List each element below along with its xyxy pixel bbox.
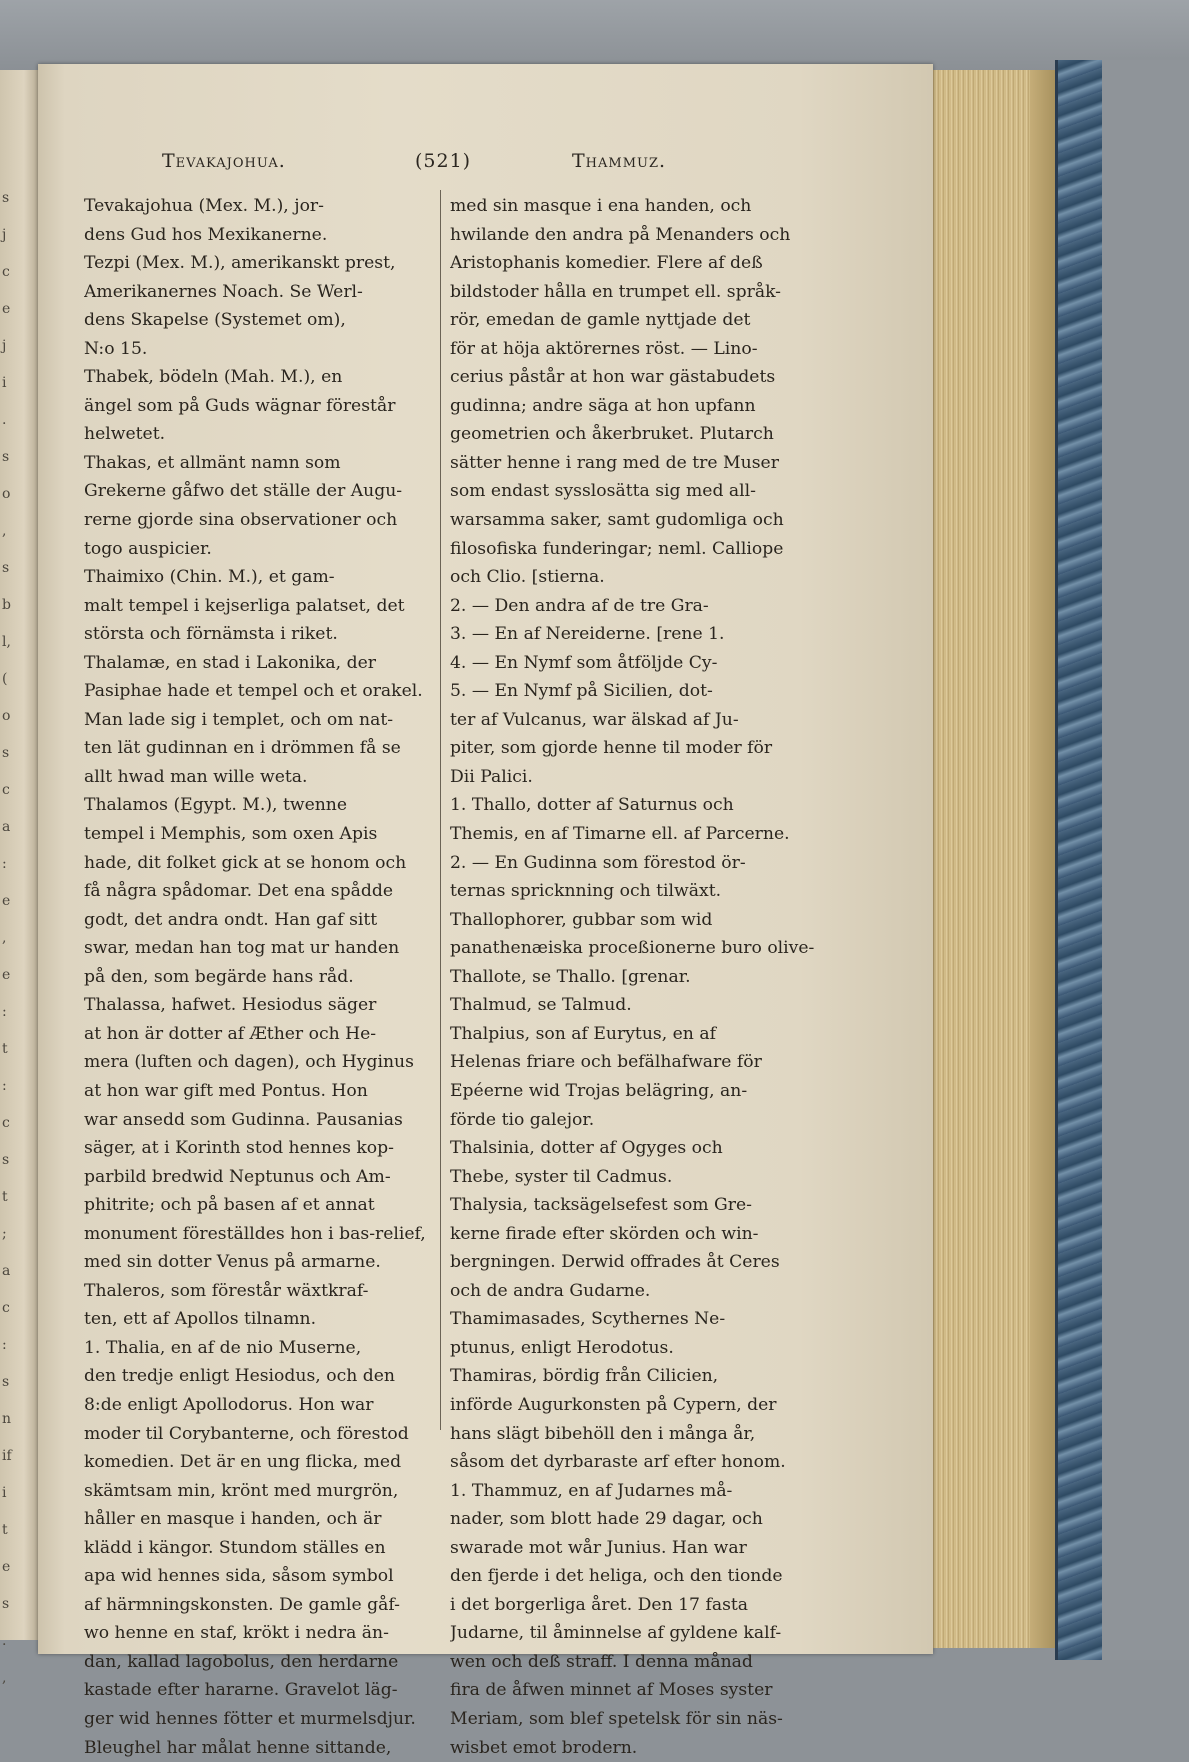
text-line: komedien. Det är en ung flicka, med <box>84 1452 402 1473</box>
facing-page-fragment: if <box>2 1448 12 1464</box>
facing-page-fragment: s <box>2 1152 10 1168</box>
text-line: N:o 15. <box>84 338 148 359</box>
text-line: 4. — En Nymf som åtföljde Cy- <box>450 652 718 673</box>
text-line: Pasiphae hade et tempel och et orakel. <box>84 681 423 702</box>
facing-page-fragment: t <box>2 1041 8 1057</box>
facing-page-fragment: c <box>2 782 10 798</box>
facing-page-fragment: t <box>2 1522 8 1538</box>
text-line: moder til Corybanterne, och förestod <box>84 1423 409 1444</box>
facing-page-fragment: o <box>2 486 11 502</box>
text-line: med sin masque i ena handen, och <box>450 196 752 216</box>
text-line: rerne gjorde sina observationer och <box>84 510 398 531</box>
text-line: nader, som blott hade 29 dagar, och <box>450 1509 763 1530</box>
facing-page-fragment: j <box>2 227 7 243</box>
facing-page-fragment: t <box>2 1189 8 1205</box>
facing-page-fragment: , <box>2 930 7 946</box>
facing-page-fragment: e <box>2 301 11 317</box>
text-line: monument föreställdes hon i bas-relief, <box>84 1223 426 1244</box>
text-line: Helenas friare och befälhafware för <box>450 1052 762 1073</box>
text-line: parbild bredwid Neptunus och Am- <box>84 1166 391 1187</box>
text-line: dan, kallad lagobolus, den herdarne <box>84 1651 399 1672</box>
text-line: geometrien och åkerbruket. Plutarch <box>450 424 774 445</box>
facing-page-fragment: i <box>2 375 7 391</box>
text-line: Thabek, bödeln (Mah. M.), en <box>84 367 343 388</box>
text-line: Thalamæ, en stad i Lakonika, der <box>84 652 376 673</box>
running-head-left: Tevakajohua. <box>162 150 286 172</box>
facing-page-fragment: , <box>2 523 7 539</box>
facing-page-fragment: s <box>2 560 10 576</box>
text-line: gudinna; andre säga at hon upfann <box>450 395 756 416</box>
text-line: phitrite; och på basen af et annat <box>84 1195 375 1216</box>
text-line: ängel som på Guds wägnar förestår <box>84 395 396 416</box>
text-line: Bleughel har målat henne sittande, <box>84 1737 392 1758</box>
text-line: Thalysia, tacksägelsefest som Gre- <box>450 1195 752 1216</box>
text-line: med sin dotter Venus på armarne. <box>84 1252 381 1273</box>
text-line: Dii Palici. <box>450 766 533 787</box>
text-line: allt hwad man wille weta. <box>84 766 308 787</box>
facing-page-fragment: l, <box>2 634 11 650</box>
facing-page-fragment: j <box>2 338 7 354</box>
text-line: ten, ett af Apollos tilnamn. <box>84 1309 317 1330</box>
running-head-right: Thammuz. <box>572 150 667 172</box>
text-line: Thalpius, son af Eurytus, en af <box>450 1023 716 1044</box>
text-line: kerne firade efter skörden och win- <box>450 1223 759 1244</box>
text-line: 2. — Den andra af de tre Gra- <box>450 595 709 616</box>
text-line: Thakas, et allmänt namn som <box>84 452 341 473</box>
text-line: Thaimixo (Chin. M.), et gam- <box>84 567 335 588</box>
facing-page-fragment: b <box>2 597 11 613</box>
text-line: 2. — En Gudinna som förestod ör- <box>450 852 746 873</box>
text-line: helwetet. <box>84 424 166 445</box>
text-line: Thebe, syster til Cadmus. <box>450 1166 673 1187</box>
text-line: som endast sysslosätta sig med all- <box>450 481 756 502</box>
text-line: Thalassa, hafwet. Hesiodus säger <box>84 995 377 1016</box>
left-column <box>84 192 444 1762</box>
text-line: dens Skapelse (Systemet om), <box>84 310 346 331</box>
text-line: godt, det andra ondt. Han gaf sitt <box>84 909 378 930</box>
text-line: såsom det dyrbaraste arf efter honom. <box>450 1452 786 1473</box>
page-fore-edge-shadow <box>1030 70 1055 1648</box>
text-line: på den, som begärde hans råd. <box>84 966 354 987</box>
text-line: kastade efter hararne. Gravelot läg- <box>84 1680 398 1701</box>
facing-page-fragment: ( <box>2 671 8 687</box>
text-line: Thaleros, som förestår wäxtkraf- <box>84 1280 369 1301</box>
facing-page-fragment: n <box>2 1411 12 1427</box>
facing-page-fragment: c <box>2 1300 10 1316</box>
text-line: Tezpi (Mex. M.), amerikanskt prest, <box>84 253 396 274</box>
facing-page-fragment: c <box>2 1115 10 1131</box>
text-line: ter af Vulcanus, war älskad af Ju- <box>450 709 739 730</box>
text-line: Thalsinia, dotter af Ogyges och <box>450 1138 723 1159</box>
text-line: 1. Thalia, en af de nio Muserne, <box>84 1337 362 1358</box>
text-line: Epéerne wid Trojas belägring, an- <box>450 1080 748 1101</box>
text-line: Thamimasades, Scythernes Ne- <box>450 1309 726 1330</box>
text-line: 8:de enligt Apollodorus. Hon war <box>84 1394 374 1415</box>
text-line: håller en masque i handen, och är <box>84 1509 382 1530</box>
facing-page-fragment: . <box>2 412 7 428</box>
facing-page-fragment: e <box>2 1559 11 1575</box>
text-line: bildstoder hålla en trumpet ell. språk- <box>450 281 781 302</box>
text-line: skämtsam min, krönt med murgrön, <box>84 1480 399 1501</box>
text-line: Themis, en af Timarne ell. af Parcerne. <box>450 824 790 845</box>
text-line: swarade mot wår Junius. Han war <box>450 1537 747 1558</box>
facing-page-fragment: s <box>2 745 10 761</box>
text-line: Thalmud, se Talmud. <box>450 995 632 1016</box>
facing-page-fragment: a <box>2 819 11 835</box>
text-line: 1. Thammuz, en af Judarnes må- <box>450 1480 733 1501</box>
facing-page-fragment: , <box>2 1670 7 1686</box>
text-line: säger, at i Korinth stod hennes kop- <box>84 1138 394 1159</box>
text-line: Amerikanernes Noach. Se Werl- <box>84 281 363 302</box>
cover-lining <box>1099 60 1189 1660</box>
text-line: filosofiska funderingar; neml. Calliope <box>450 538 784 559</box>
text-line: piter, som gjorde henne til moder för <box>450 738 773 759</box>
text-line: ternas spricknning och tilwäxt. <box>450 881 722 902</box>
column-divider <box>440 190 441 1430</box>
facing-page-fragment: s <box>2 449 10 465</box>
text-line: största och förnämsta i riket. <box>84 624 338 645</box>
facing-page-fragment: ; <box>2 1226 7 1242</box>
text-line: och de andra Gudarne. <box>450 1280 651 1301</box>
text-line: cerius påstår at hon war gästabudets <box>450 367 776 388</box>
text-line: Thalamos (Egypt. M.), twenne <box>84 795 348 816</box>
text-line: 5. — En Nymf på Sicilien, dot- <box>450 681 713 702</box>
text-line: Thallophorer, gubbar som wid <box>450 909 713 930</box>
text-line: klädd i kängor. Stundom ställes en <box>84 1537 386 1558</box>
text-line: malt tempel i kejserliga palatset, det <box>84 595 405 616</box>
facing-page-fragment: s <box>2 1374 10 1390</box>
facing-page-fragment: : <box>2 856 7 872</box>
text-line: af härmningskonsten. De gamle gåf- <box>84 1594 400 1615</box>
facing-page-fragment: s <box>2 1596 10 1612</box>
running-head <box>110 150 850 180</box>
text-line: införde Augurkonsten på Cypern, der <box>450 1394 777 1415</box>
facing-page-fragment: e <box>2 893 11 909</box>
text-line: apa wid hennes sida, såsom symbol <box>84 1566 394 1587</box>
marbled-cover <box>1055 60 1102 1660</box>
text-line: mera (luften och dagen), och Hyginus <box>84 1052 414 1073</box>
facing-page-fragment: a <box>2 1263 11 1279</box>
facing-page-fragment: o <box>2 708 11 724</box>
text-line: och Clio. [stierna. <box>450 567 605 588</box>
text-line: hwilande den andra på Menanders och <box>450 224 791 245</box>
text-line: hans slägt bibehöll den i många år, <box>450 1423 756 1444</box>
facing-page-fragment: : <box>2 1004 7 1020</box>
text-line: få några spådomar. Det ena spådde <box>84 881 394 902</box>
text-line: Grekerne gåfwo det ställe der Augu- <box>84 481 403 502</box>
text-line: sätter henne i rang med de tre Muser <box>450 452 779 473</box>
text-line: warsamma saker, samt gudomliga och <box>450 510 784 531</box>
facing-page-fragment: s <box>2 190 10 206</box>
text-line: i det borgerliga året. Den 17 fasta <box>450 1594 749 1615</box>
facing-page-fragment: c <box>2 264 10 280</box>
text-line: för at höja aktörernes röst. — Lino- <box>450 338 758 359</box>
right-column <box>450 192 828 1762</box>
text-line: 1. Thallo, dotter af Saturnus och <box>450 795 734 816</box>
text-line: war ansedd som Gudinna. Pausanias <box>84 1109 403 1130</box>
text-line: bergningen. Derwid offrades åt Ceres <box>450 1252 780 1273</box>
text-line: ger wid hennes fötter et murmelsdjur. <box>84 1708 416 1729</box>
text-line: den tredje enligt Hesiodus, och den <box>84 1366 395 1387</box>
text-line: at hon är dotter af Æther och He- <box>84 1023 377 1044</box>
text-line: rör, emedan de gamle nyttjade det <box>450 310 751 331</box>
facing-page-fragment: . <box>2 1633 7 1649</box>
scan-background <box>0 0 1189 70</box>
page-number: (521) <box>415 150 472 172</box>
text-line: wo henne en staf, krökt i nedra än- <box>84 1623 389 1644</box>
text-line: förde tio galejor. <box>450 1109 595 1130</box>
text-line: 3. — En af Nereiderne. [rene 1. <box>450 624 725 645</box>
text-line: panathenæiska proceßionerne buro olive- <box>450 938 815 959</box>
text-line: ptunus, enligt Herodotus. <box>450 1337 674 1358</box>
facing-page-fragment: i <box>2 1485 7 1501</box>
facing-page-fragment: : <box>2 1078 7 1094</box>
text-line: Man lade sig i templet, och om nat- <box>84 709 394 730</box>
text-line: tempel i Memphis, som oxen Apis <box>84 824 378 845</box>
text-line: Meriam, som blef spetelsk för sin näs- <box>450 1708 783 1729</box>
text-line: ten lät gudinnan en i drömmen få se <box>84 738 401 759</box>
facing-page-fragment: e <box>2 967 11 983</box>
facing-page-fragment: : <box>2 1337 7 1353</box>
text-line: Thamiras, bördig från Cilicien, <box>450 1366 719 1387</box>
text-line: den fjerde i det heliga, och den tionde <box>450 1566 783 1587</box>
text-line: Thallote, se Thallo. [grenar. <box>450 966 691 987</box>
text-line: wisbet emot brodern. <box>450 1737 638 1758</box>
text-line: dens Gud hos Mexikanerne. <box>84 224 328 245</box>
facing-page-edge <box>0 70 42 1686</box>
text-line: swar, medan han tog mat ur handen <box>84 938 400 959</box>
text-line: Aristophanis komedier. Flere af deß <box>450 253 763 274</box>
text-line: Judarne, til åminnelse af gyldene kalf- <box>450 1623 782 1644</box>
text-line: Tevakajohua (Mex. M.), jor- <box>84 196 324 216</box>
text-line: at hon war gift med Pontus. Hon <box>84 1080 368 1101</box>
text-line: wen och deß straff. I denna månad <box>450 1651 753 1672</box>
text-line: fira de åfwen minnet af Moses syster <box>450 1680 773 1701</box>
text-line: hade, dit folket gick at se honom och <box>84 852 407 873</box>
text-line: togo auspicier. <box>84 538 212 559</box>
